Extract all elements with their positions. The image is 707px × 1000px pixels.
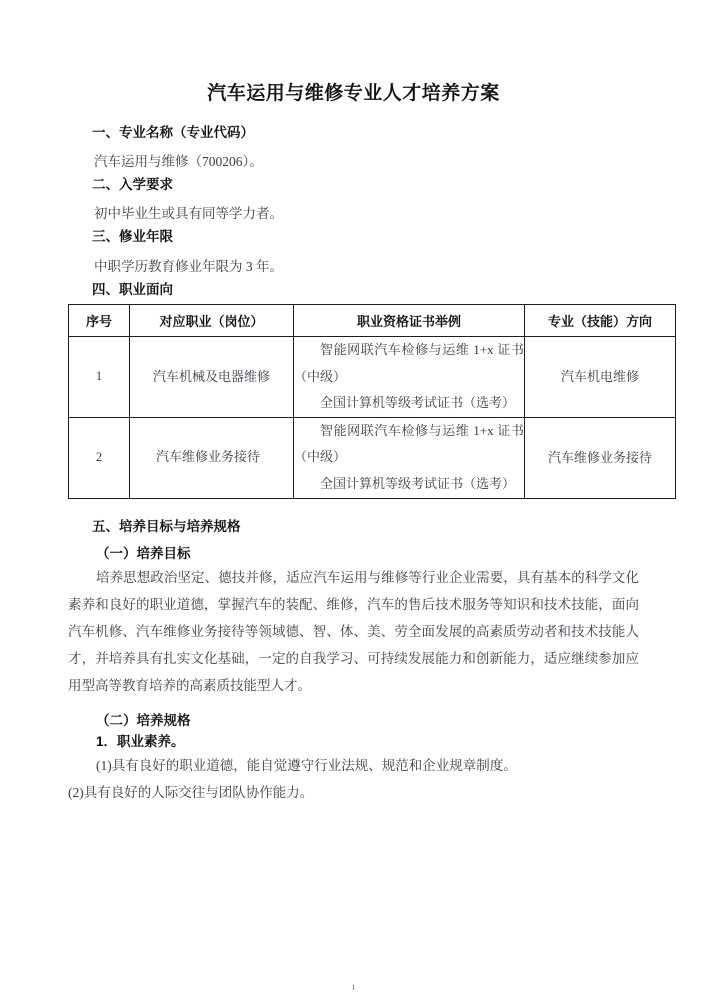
spacer <box>68 105 639 123</box>
column-header-no: 序号 <box>69 304 130 336</box>
spacer <box>68 499 639 517</box>
list-item: (1)具有良好的职业道德，能自觉遵守行业法规、规范和企业规章制度。 <box>96 757 517 773</box>
cell-direction-1: 汽车机电维修 <box>525 336 676 417</box>
spacer <box>68 699 639 711</box>
cell-direction-2: 汽车维修业务接待 <box>525 417 676 498</box>
cell-cert-1 <box>294 336 525 417</box>
cell-job-2-text: 汽车维修业务接待 <box>156 449 261 465</box>
spacer <box>68 248 639 255</box>
training-objective-paragraph: 培养思想政治坚定、德技并修，适应汽车运用与维修等行业企业需要，具有基本的科学文化素养和良好的职业道德，掌握汽车的装配、维修，汽车的售后技术服务等知识和技术技能，面向汽车机修、汽车维修业务接待等领域德、智、体、美、劳全面发展的高素质劳动者和技术技能人才，并培养具有扎实文化基础，一定的自我学习、可持续发展能力和创新能力，适应继续参加应用型高等教育培养的高素质技能型人才。 <box>68 570 639 694</box>
section-body-2: 初中毕业生或具有同等学力者。 <box>94 206 283 222</box>
column-header-job: 对应职业（岗位） <box>130 304 294 336</box>
cell-job-2 <box>130 417 294 498</box>
spacer <box>68 537 639 544</box>
cell-job-1-text: 汽车机械及电器维修 <box>152 368 270 384</box>
section-body-1: 汽车运用与维修（700206）。 <box>94 154 263 170</box>
cert-item: 智能网联汽车检修与运维 1+x 证书（中级） <box>294 422 524 465</box>
section-heading-5: 五、培养目标与培养规格 <box>92 518 241 534</box>
spacer <box>68 143 639 150</box>
subsection-heading-5-1: （一）培养目标 <box>96 546 191 561</box>
section-heading-1: 一、专业名称（专业代码） <box>92 125 254 140</box>
cert-item: 全国计算机等级考试证书（选考） <box>320 476 516 492</box>
page-number: 1 <box>351 983 356 992</box>
table-row <box>69 336 676 417</box>
section-body-3: 中职学历教育修业年限为 3 年。 <box>94 258 283 274</box>
table-header-row <box>69 304 676 336</box>
subsection-item-heading-professional-literacy: 1．职业素养。 <box>96 733 185 749</box>
section-heading-3: 三、修业年限 <box>92 229 173 245</box>
cell-no-2: 2 <box>69 417 130 498</box>
cert-item: 智能网联汽车检修与运维 1+x 证书（中级） <box>294 341 524 384</box>
section-heading-4: 四、职业面向 <box>92 281 173 297</box>
column-header-cert: 职业资格证书举例 <box>294 304 525 336</box>
table-row <box>69 417 676 498</box>
cert-item: 全国计算机等级考试证书（选考） <box>320 395 516 411</box>
list-item: (2)具有良好的人际交往与团队协作能力。 <box>68 784 314 800</box>
career-orientation-table <box>68 304 676 499</box>
page-title: 汽车运用与维修专业人才培养方案 <box>207 83 500 104</box>
column-header-direction: 专业（技能）方向 <box>525 304 676 336</box>
section-heading-2: 二、入学要求 <box>92 177 173 193</box>
subsection-heading-5-2: （二）培养规格 <box>96 713 191 729</box>
cell-job-1 <box>130 336 294 417</box>
cell-no-1: 1 <box>69 336 130 417</box>
cell-cert-2 <box>294 417 525 498</box>
spacer <box>68 195 639 202</box>
